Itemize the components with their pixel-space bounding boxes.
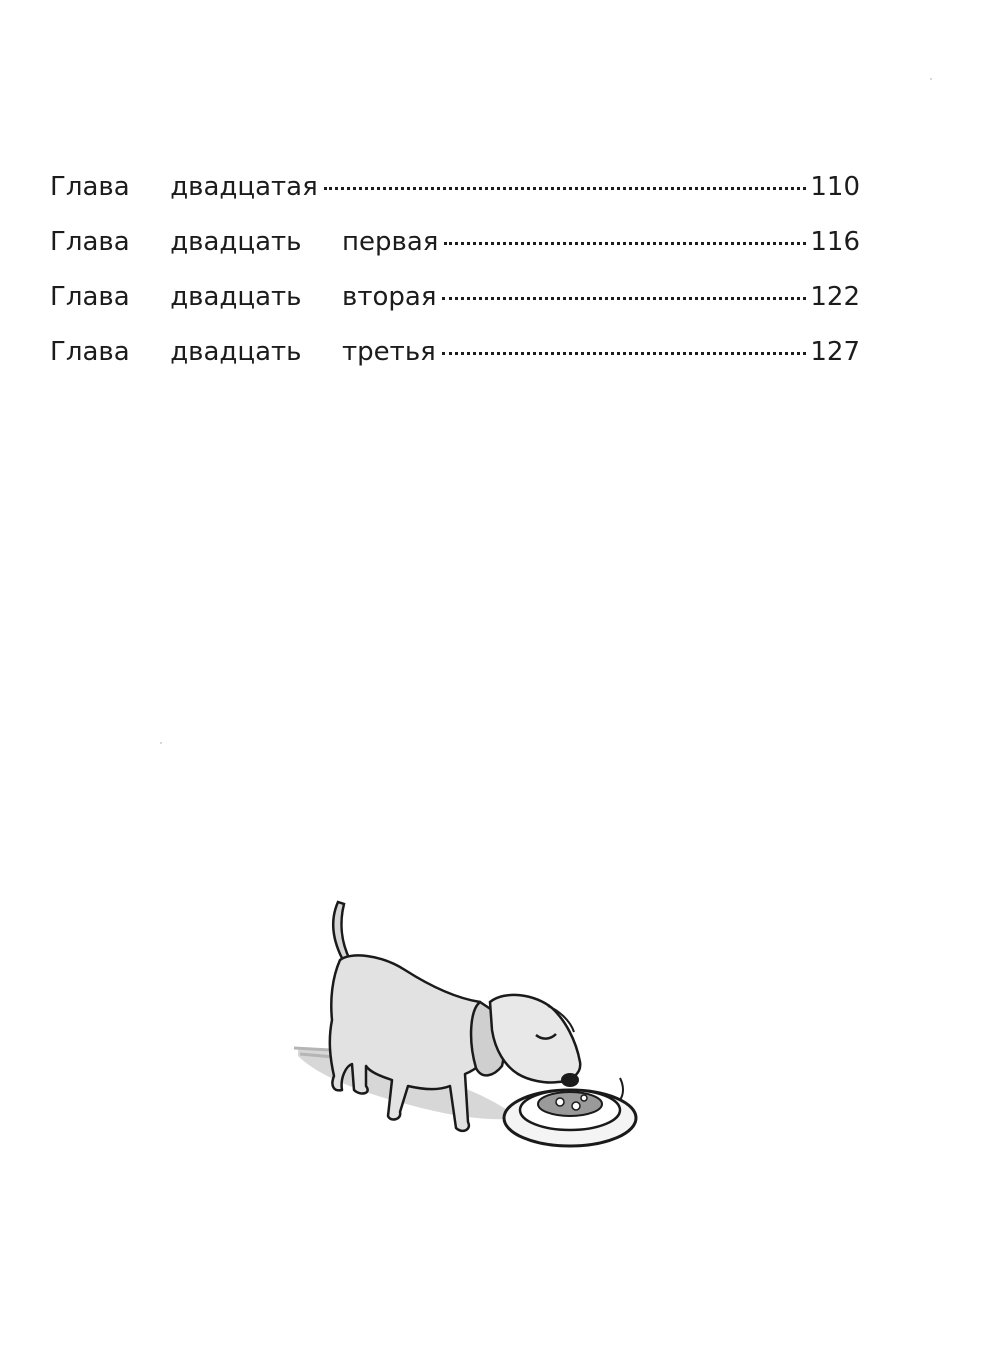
toc-dot-leader [442, 297, 806, 300]
toc-entry-title: Глава двадцать третья [50, 337, 436, 367]
toc-entry [50, 337, 860, 392]
toc-entry-page: 116 [810, 227, 860, 257]
toc-entry [50, 282, 860, 337]
toc-entry-page: 127 [810, 337, 860, 367]
toc-dot-leader [444, 242, 806, 245]
toc-entry [50, 227, 860, 282]
paper-speck [160, 742, 162, 744]
table-of-contents [50, 172, 860, 392]
toc-entry-page: 110 [810, 172, 860, 202]
dog-eating-from-bowl-icon [290, 890, 650, 1170]
toc-entry-title: Глава двадцать вторая [50, 282, 437, 312]
toc-dot-leader [442, 352, 807, 355]
toc-dot-leader [324, 187, 807, 190]
toc-entry-page: 122 [810, 282, 860, 312]
toc-entry-title: Глава двадцатая [50, 172, 318, 202]
paper-speck [930, 78, 932, 80]
toc-entry-title: Глава двадцать первая [50, 227, 439, 257]
toc-entry [50, 172, 860, 227]
